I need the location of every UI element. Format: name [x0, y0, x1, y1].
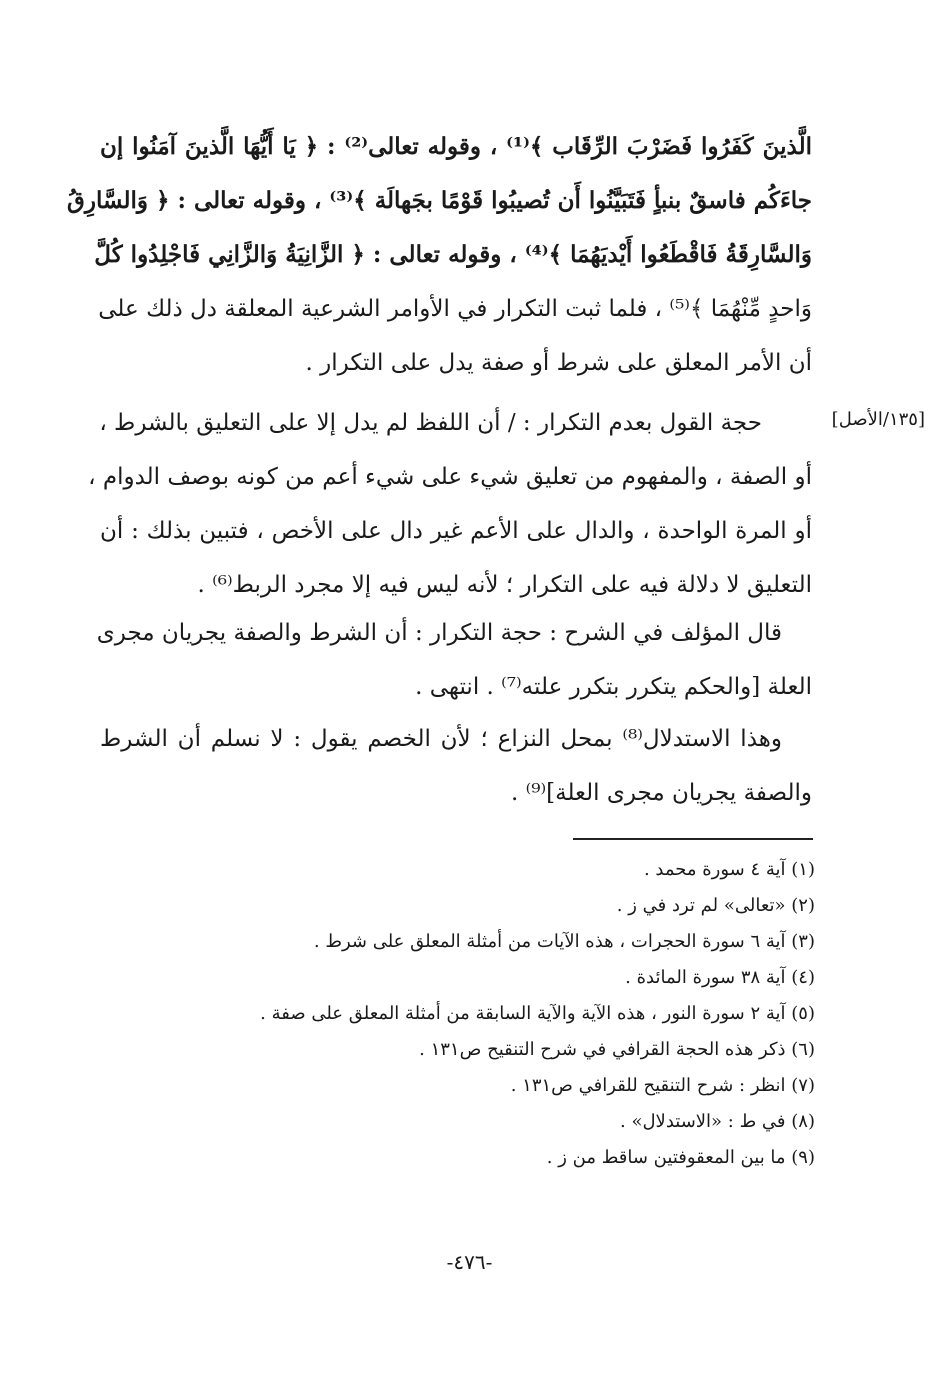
text-line: قال المؤلف في الشرح : حجة التكرار : أن الشرط والصفة يجريان مجرى	[96, 620, 782, 646]
text-line: أو المرة الواحدة ، والدال على الأعم غير دال على الأخص ، فتبين بذلك : أن	[100, 518, 812, 544]
footnote: (٣) آية ٦ سورة الحجرات ، هذه الآيات من أمثلة المعلق على شرط .	[313, 931, 815, 952]
footnote: (٨) في ط : «الاستدلال» .	[620, 1111, 815, 1132]
text-line: وَالسَّارِقَةُ فَاقْطَعُوا أَيْديَهُمَا ﴾⁽⁴⁾ ، وقوله تعالى : ﴿ الزَّانِيَةُ وَالزَّانِي فَاجْلِدُوا كُلَّ	[94, 241, 812, 268]
paragraph-author-commentary	[96, 606, 812, 714]
text-line: وَاحدٍ مِّنْهُمَا ﴾⁽⁵⁾ ، فلما ثبت التكرار في الأوامر الشرعية المعلقة دل ذلك على	[98, 296, 812, 322]
paragraph-objection	[100, 712, 812, 820]
text-line: جاءَكُم فاسقٌ بنبأٍ فَتَبَيَّنُوا أَن تُصيبُوا قَوْمًا بجَهالَة ﴾⁽³⁾ ، وقوله تعالى : ﴿ وَالسَّارِقُ	[67, 187, 812, 214]
footnote: (٧) انظر : شرح التنقيح للقرافي ص١٣١ .	[510, 1075, 815, 1096]
footnote: (٥) آية ٢ سورة النور ، هذه الآية والآية السابقة من أمثلة المعلق على صفة .	[260, 1003, 815, 1024]
page-number: -٤٧٦-	[446, 1250, 493, 1274]
footnote: (٩) ما بين المعقوفتين ساقط من ز .	[546, 1147, 815, 1168]
margin-reference: [١٣٥/الأصل]	[831, 409, 925, 430]
text-line: التعليق لا دلالة فيه على التكرار ؛ لأنه ليس فيه إلا مجرد الربط⁽⁶⁾ .	[197, 572, 812, 598]
footnote: (٤) آية ٣٨ سورة المائدة .	[625, 967, 815, 988]
paragraph-no-repetition	[88, 396, 812, 612]
footnote-separator	[573, 838, 813, 840]
text-line: أن الأمر المعلق على شرط أو صفة يدل على التكرار .	[305, 350, 812, 376]
footnote: (١) آية ٤ سورة محمد .	[643, 859, 815, 880]
text-line: والصفة يجريان مجرى العلة]⁽⁹⁾ .	[510, 780, 812, 806]
text-line: العلة [والحكم يتكرر بتكرر علته⁽⁷⁾ . انتهى .	[415, 674, 812, 700]
text-line: وهذا الاستدلال⁽⁸⁾ بمحل النزاع ؛ لأن الخصم يقول : لا نسلم أن الشرط	[100, 726, 782, 752]
text-line: حجة القول بعدم التكرار : / أن اللفظ لم يدل إلا على التعليق بالشرط ،	[99, 410, 762, 436]
text-line: أو الصفة ، والمفهوم من تعليق شيء على شيء أعم من كونه بوصف الدوام ،	[88, 464, 812, 490]
footnote: (٦) ذكر هذه الحجة القرافي في شرح التنقيح ص١٣١ .	[419, 1039, 815, 1060]
paragraph-verses	[67, 120, 812, 390]
footnotes	[260, 852, 815, 1176]
footnote: (٢) «تعالى» لم ترد في ز .	[616, 895, 815, 916]
text-line: الَّذينَ كَفَرُوا فَضَرْبَ الرِّقَاب ﴾⁽¹⁾ ، وقوله تعالى⁽²⁾ : ﴿ يَا أَيُّهَا الَّذينَ آمَنُوا إن	[100, 133, 812, 160]
